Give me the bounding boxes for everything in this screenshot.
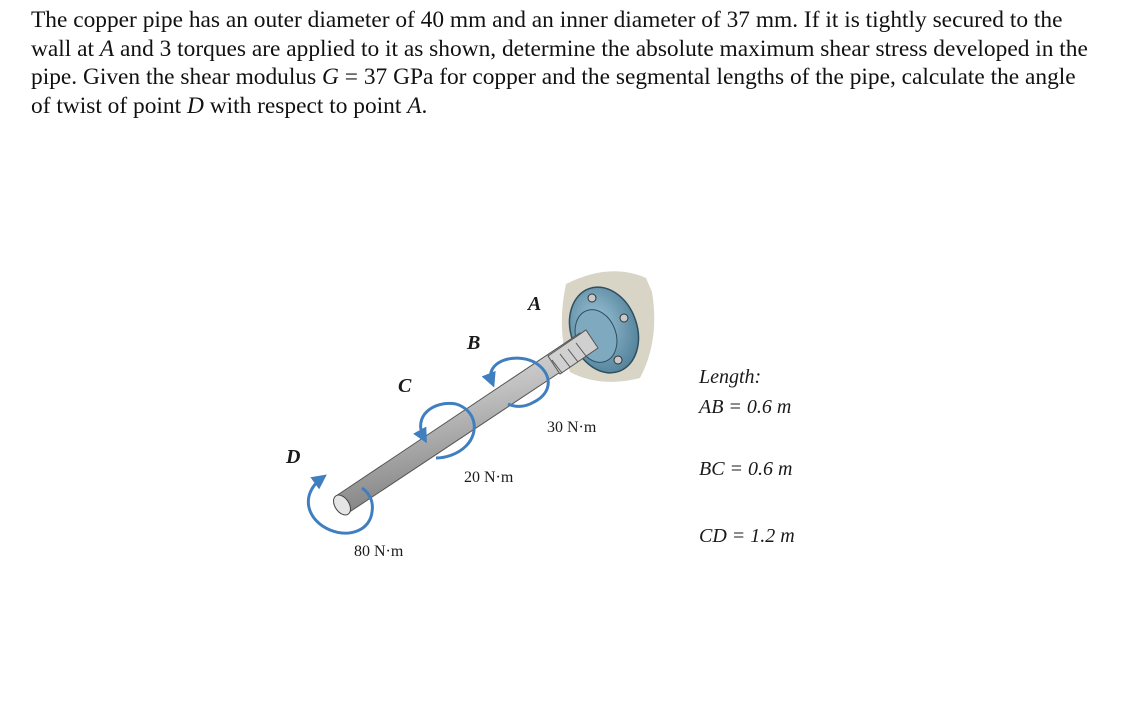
- point-a-label: A: [528, 293, 542, 315]
- var-a: A: [99, 35, 115, 62]
- var-a2: A: [407, 92, 422, 119]
- length-cd: CD = 1.2 m: [699, 525, 795, 547]
- bolt-icon: [614, 356, 622, 364]
- torque-label-d: 80 N·m: [354, 543, 404, 560]
- problem-text-3: = 37 GPa for copper and the segmental lengths of the pipe, calculate the angle of twist of point: [31, 64, 1076, 119]
- point-d-label: D: [286, 446, 301, 468]
- problem-text-4: with respect to point: [203, 92, 408, 119]
- torque-label-b: 30 N·m: [547, 419, 597, 436]
- bolt-icon: [588, 294, 596, 302]
- torque-label-c: 20 N·m: [464, 469, 514, 486]
- length-bc: BC = 0.6 m: [699, 458, 793, 480]
- problem-text-2: and 3 torques are applied to it as shown, determine the absolute maximum shear stress developed in the pipe. Given the shear modulus: [31, 35, 1088, 90]
- var-d: D: [186, 92, 204, 119]
- problem-text-5: .: [421, 92, 428, 119]
- point-c-label: C: [398, 375, 412, 397]
- problem-text-1: The copper pipe has an outer diameter of 40 mm and an inner diameter of 37 mm. If it is tightly secured to the wall at: [31, 7, 1063, 62]
- var-g: G: [322, 64, 339, 90]
- point-b-label: B: [467, 332, 481, 354]
- length-title: Length:: [699, 366, 762, 388]
- length-ab: AB = 0.6 m: [699, 396, 792, 418]
- bolt-icon: [620, 314, 628, 322]
